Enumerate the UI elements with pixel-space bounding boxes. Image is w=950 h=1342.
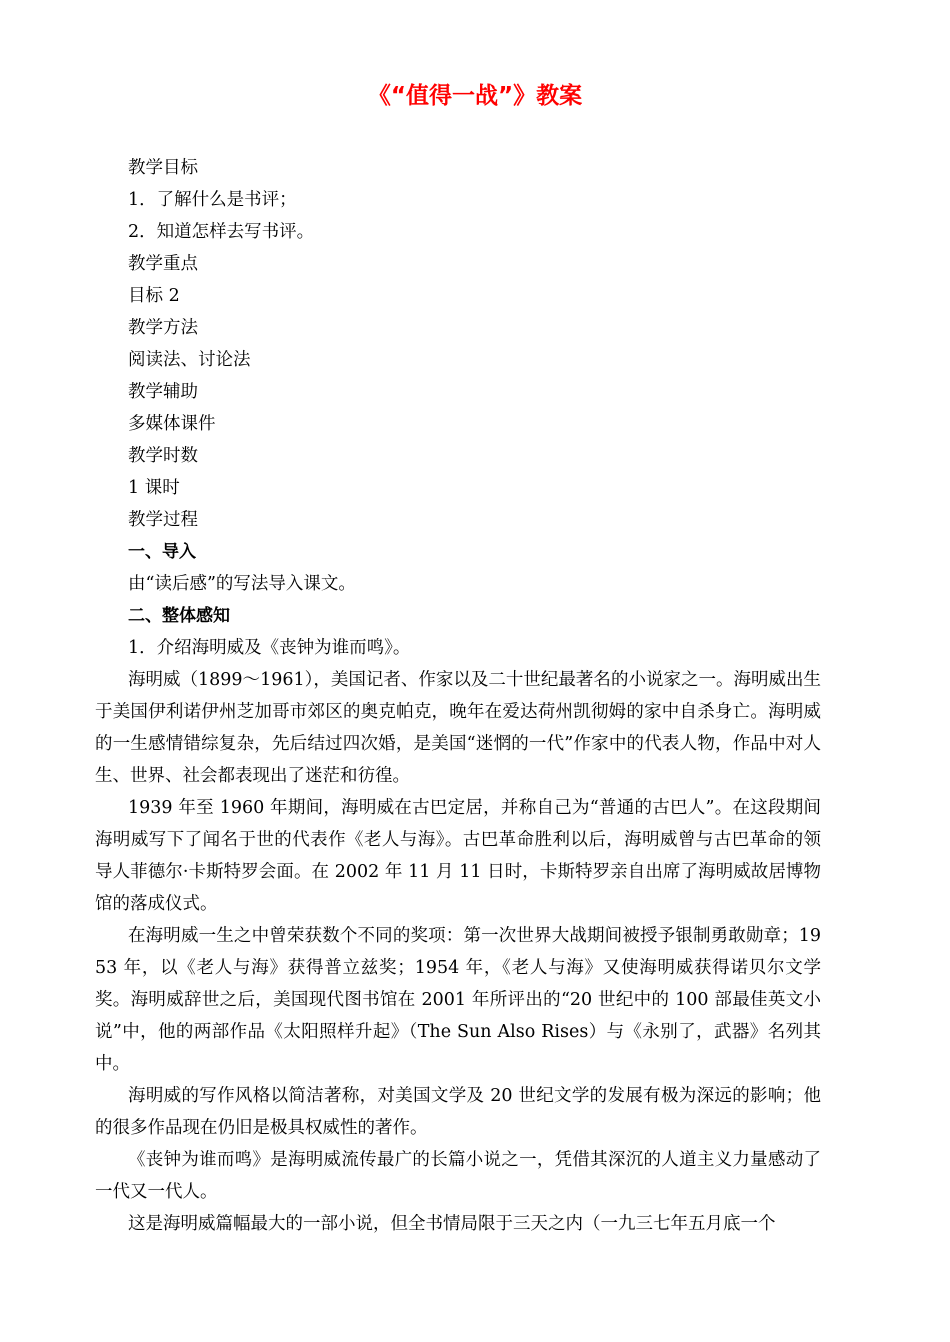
document-body: [95, 152, 856, 1240]
goal-item-1: 1．了解什么是书评；: [128, 190, 297, 210]
document-title: 《“值得一战”》教案: [367, 83, 583, 109]
section-2-heading: 二、整体感知: [128, 606, 230, 626]
section-1-text: 由“读后感”的写法导入课文。: [128, 574, 356, 594]
paragraph: 海明威（1899～1961），美国记者、作家以及二十世纪最著名的小说家之一。海明威出生于美国伊利诺伊州芝加哥市郊区的奥克帕克，晚年在爱达荷州凯彻姆的家中自杀身亡。海明威的一生感情错综复杂，先后结过四次婚，是美国“迷惘的一代”作家中的代表人物，作品中对人生、世界、社会都表现出了迷茫和彷徨。: [95, 670, 821, 786]
section-2-item-1: 1．介绍海明威及《丧钟为谁而鸣》。: [128, 638, 411, 658]
process-heading: 教学过程: [128, 510, 198, 530]
goal-heading: 教学目标: [128, 158, 198, 178]
method-heading: 教学方法: [128, 318, 198, 338]
key-point-heading: 教学重点: [128, 254, 198, 274]
aid-value: 多媒体课件: [128, 414, 216, 434]
paragraph: 1939 年至 1960 年期间，海明威在古巴定居，并称自己为“普通的古巴人”。在这段期间海明威写下了闻名于世的代表作《老人与海》。古巴革命胜利以后，海明威曾与古巴革命的领导人菲德尔·卡斯特罗会面。在 2002 年 11 月 11 日时，卡斯特罗亲自出席了海明威故居博物馆的落成仪式。: [95, 798, 821, 914]
hours-heading: 教学时数: [128, 446, 198, 466]
hours-value: 1 课时: [128, 478, 180, 498]
key-point-value: 目标 2: [128, 286, 180, 306]
method-value: 阅读法、讨论法: [128, 350, 251, 370]
section-1-heading: 一、导入: [128, 542, 196, 562]
paragraph: 这是海明威篇幅最大的一部小说，但全书情局限于三天之内（一九三七年五月底一个: [128, 1214, 776, 1234]
paragraph: 在海明威一生之中曾荣获数个不同的奖项：第一次世界大战期间被授予银制勇敢勋章；1953 年，以《老人与海》获得普立兹奖；1954 年，《老人与海》又使海明威获得诺贝尔文学奖。海明威辞世之后，美国现代图书馆在 2001 年所评出的“20 世纪中的 100 部最佳英文小说”中，他的两部作品《太阳照样升起》（The Sun Also Rises）与《永别了，武器》名列其中。: [95, 926, 821, 1074]
paragraph: 《丧钟为谁而鸣》是海明威流传最广的长篇小说之一，凭借其深沉的人道主义力量感动了一代又一代人。: [95, 1150, 821, 1202]
aid-heading: 教学辅助: [128, 382, 198, 402]
goal-item-2: 2．知道怎样去写书评。: [128, 222, 315, 242]
paragraph: 海明威的写作风格以简洁著称，对美国文学及 20 世纪文学的发展有极为深远的影响；他的很多作品现在仍旧是极具权威性的著作。: [95, 1086, 821, 1138]
